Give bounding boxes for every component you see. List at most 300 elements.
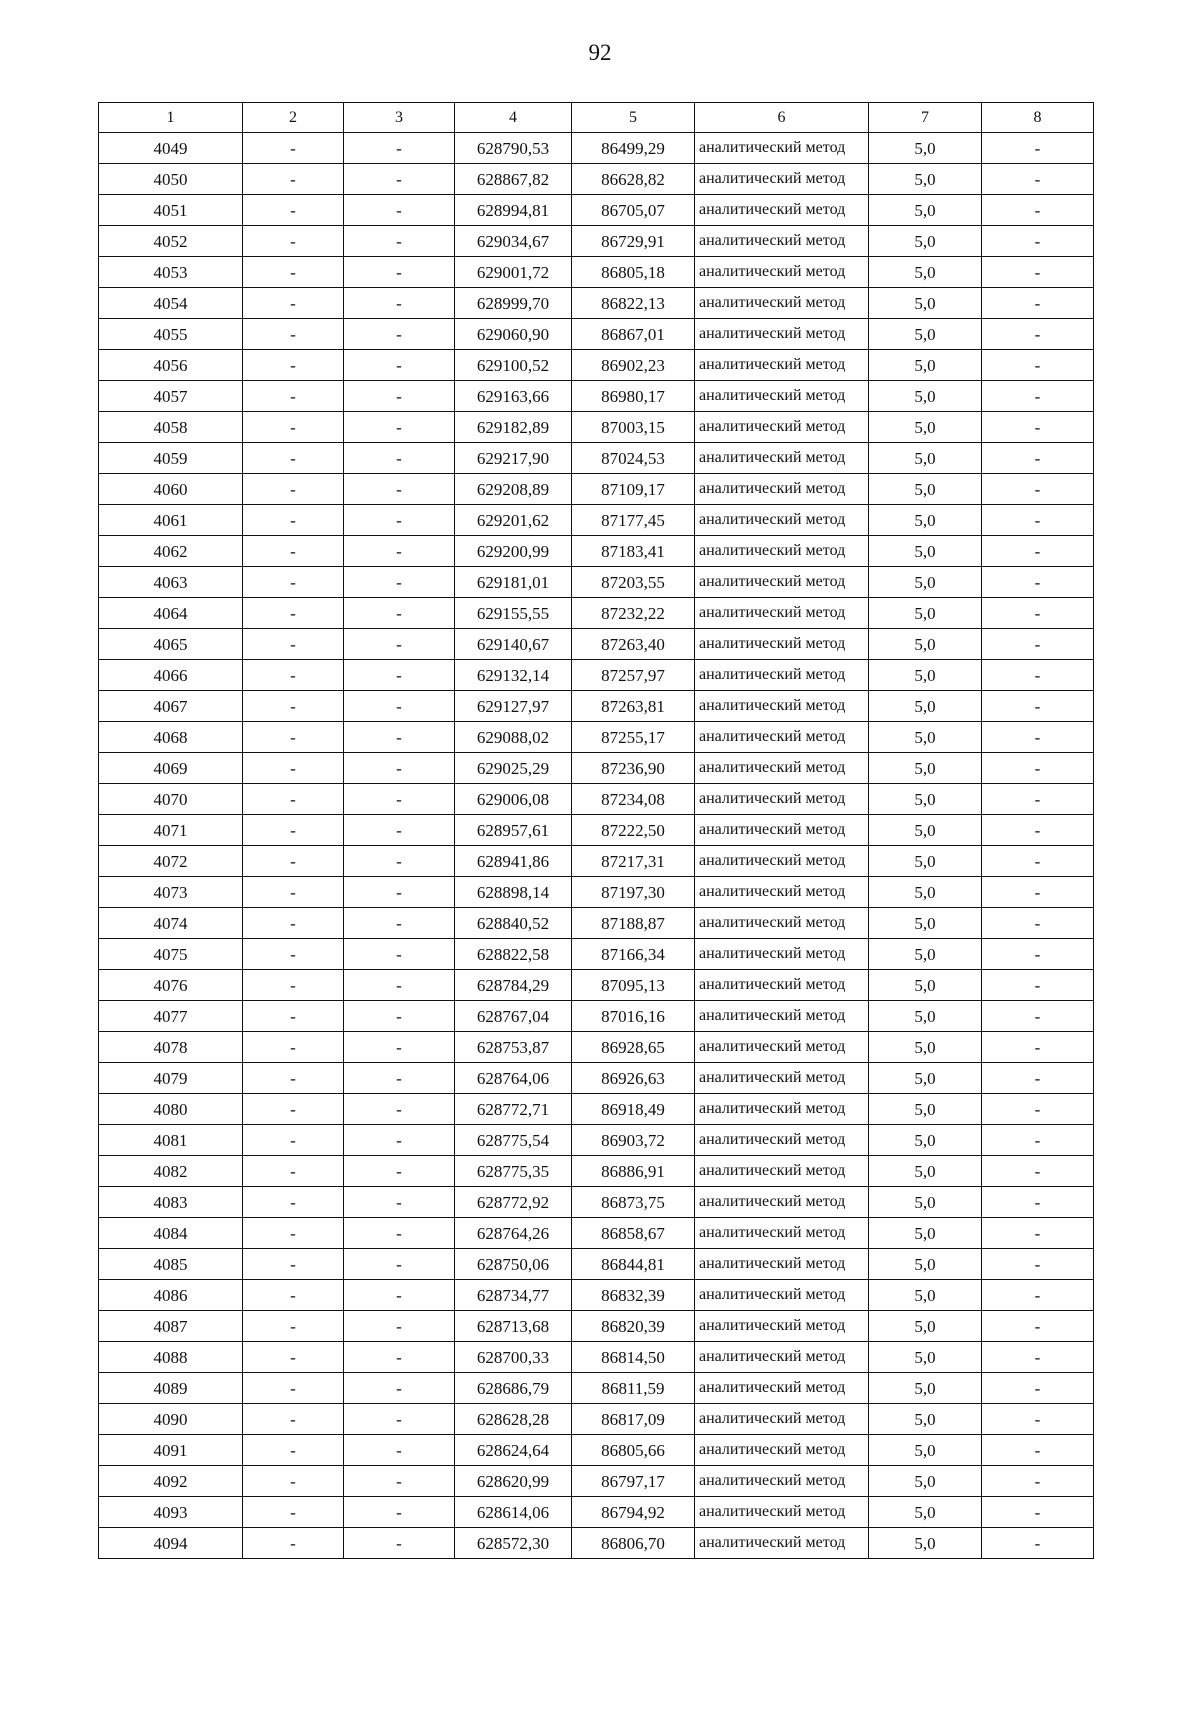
- table-row: [99, 939, 1094, 970]
- coord-y-cell: 87188,87: [572, 908, 695, 939]
- method-cell: аналитический метод: [695, 505, 869, 536]
- cell-col3-cell: -: [344, 970, 455, 1001]
- cell-col8-cell: -: [982, 1311, 1094, 1342]
- coord-x-cell: 629201,62: [455, 505, 572, 536]
- cell-col3-cell: -: [344, 1311, 455, 1342]
- accuracy-cell: 5,0: [869, 257, 982, 288]
- coord-x-cell: 628772,71: [455, 1094, 572, 1125]
- method-cell: аналитический метод: [695, 1373, 869, 1404]
- coord-y-cell: 86980,17: [572, 381, 695, 412]
- table-row: [99, 691, 1094, 722]
- cell-col2-cell: -: [243, 1311, 344, 1342]
- cell-col3-cell: -: [344, 660, 455, 691]
- method-cell: аналитический метод: [695, 939, 869, 970]
- point-number-cell: 4075: [99, 939, 243, 970]
- table-row: [99, 753, 1094, 784]
- method-cell: аналитический метод: [695, 1094, 869, 1125]
- coord-x-cell: 628734,77: [455, 1280, 572, 1311]
- coordinates-table: [98, 102, 1094, 1559]
- cell-col3-cell: -: [344, 195, 455, 226]
- point-number-cell: 4072: [99, 846, 243, 877]
- coord-x-cell: 629025,29: [455, 753, 572, 784]
- cell-col8-cell: -: [982, 660, 1094, 691]
- method-cell: аналитический метод: [695, 536, 869, 567]
- cell-col3-cell: -: [344, 505, 455, 536]
- accuracy-cell: 5,0: [869, 939, 982, 970]
- coord-y-cell: 86794,92: [572, 1497, 695, 1528]
- cell-col3-cell: -: [344, 1528, 455, 1559]
- cell-col2-cell: -: [243, 1497, 344, 1528]
- accuracy-cell: 5,0: [869, 1280, 982, 1311]
- method-cell: аналитический метод: [695, 1249, 869, 1280]
- accuracy-cell: 5,0: [869, 195, 982, 226]
- cell-col8-cell: -: [982, 846, 1094, 877]
- cell-col2-cell: -: [243, 1342, 344, 1373]
- table-row: [99, 1497, 1094, 1528]
- cell-col8-cell: -: [982, 815, 1094, 846]
- accuracy-cell: 5,0: [869, 598, 982, 629]
- cell-col3-cell: -: [344, 1156, 455, 1187]
- table-row: [99, 1218, 1094, 1249]
- cell-col8-cell: -: [982, 1001, 1094, 1032]
- coord-y-cell: 86805,18: [572, 257, 695, 288]
- table-row: [99, 505, 1094, 536]
- coord-x-cell: 629006,08: [455, 784, 572, 815]
- coord-y-cell: 86705,07: [572, 195, 695, 226]
- column-header-5: 5: [572, 103, 695, 133]
- point-number-cell: 4057: [99, 381, 243, 412]
- method-cell: аналитический метод: [695, 598, 869, 629]
- coord-x-cell: 629132,14: [455, 660, 572, 691]
- cell-col2-cell: -: [243, 195, 344, 226]
- cell-col8-cell: -: [982, 195, 1094, 226]
- cell-col2-cell: -: [243, 846, 344, 877]
- coord-y-cell: 87166,34: [572, 939, 695, 970]
- cell-col2-cell: -: [243, 1528, 344, 1559]
- cell-col3-cell: -: [344, 412, 455, 443]
- cell-col8-cell: -: [982, 536, 1094, 567]
- cell-col2-cell: -: [243, 877, 344, 908]
- coord-x-cell: 628572,30: [455, 1528, 572, 1559]
- cell-col2-cell: -: [243, 164, 344, 195]
- point-number-cell: 4087: [99, 1311, 243, 1342]
- cell-col8-cell: -: [982, 1125, 1094, 1156]
- method-cell: аналитический метод: [695, 1032, 869, 1063]
- cell-col3-cell: -: [344, 1249, 455, 1280]
- accuracy-cell: 5,0: [869, 1063, 982, 1094]
- coord-y-cell: 87263,81: [572, 691, 695, 722]
- coord-x-cell: 629181,01: [455, 567, 572, 598]
- cell-col3-cell: -: [344, 567, 455, 598]
- coord-x-cell: 629182,89: [455, 412, 572, 443]
- cell-col3-cell: -: [344, 133, 455, 164]
- coord-y-cell: 86820,39: [572, 1311, 695, 1342]
- coord-x-cell: 628775,35: [455, 1156, 572, 1187]
- table-row: [99, 443, 1094, 474]
- coord-y-cell: 87222,50: [572, 815, 695, 846]
- coord-x-cell: 628999,70: [455, 288, 572, 319]
- point-number-cell: 4060: [99, 474, 243, 505]
- coord-x-cell: 628686,79: [455, 1373, 572, 1404]
- point-number-cell: 4049: [99, 133, 243, 164]
- coord-y-cell: 86928,65: [572, 1032, 695, 1063]
- table-row: [99, 1094, 1094, 1125]
- cell-col8-cell: -: [982, 443, 1094, 474]
- cell-col3-cell: -: [344, 164, 455, 195]
- cell-col8-cell: -: [982, 877, 1094, 908]
- accuracy-cell: 5,0: [869, 691, 982, 722]
- cell-col8-cell: -: [982, 412, 1094, 443]
- method-cell: аналитический метод: [695, 846, 869, 877]
- coord-x-cell: 628614,06: [455, 1497, 572, 1528]
- cell-col8-cell: -: [982, 908, 1094, 939]
- cell-col3-cell: -: [344, 691, 455, 722]
- cell-col8-cell: -: [982, 1063, 1094, 1094]
- cell-col2-cell: -: [243, 753, 344, 784]
- cell-col2-cell: -: [243, 567, 344, 598]
- cell-col8-cell: -: [982, 1249, 1094, 1280]
- table-row: [99, 1125, 1094, 1156]
- method-cell: аналитический метод: [695, 226, 869, 257]
- method-cell: аналитический метод: [695, 319, 869, 350]
- coord-y-cell: 87177,45: [572, 505, 695, 536]
- coord-y-cell: 87016,16: [572, 1001, 695, 1032]
- column-header-4: 4: [455, 103, 572, 133]
- page-number: 92: [588, 40, 612, 65]
- point-number-cell: 4063: [99, 567, 243, 598]
- cell-col2-cell: -: [243, 1032, 344, 1063]
- method-cell: аналитический метод: [695, 1435, 869, 1466]
- method-cell: аналитический метод: [695, 1156, 869, 1187]
- cell-col2-cell: -: [243, 1001, 344, 1032]
- table-row: [99, 195, 1094, 226]
- coord-x-cell: 629034,67: [455, 226, 572, 257]
- cell-col2-cell: -: [243, 257, 344, 288]
- method-cell: аналитический метод: [695, 784, 869, 815]
- cell-col2-cell: -: [243, 443, 344, 474]
- point-number-cell: 4068: [99, 722, 243, 753]
- table-row: [99, 350, 1094, 381]
- accuracy-cell: 5,0: [869, 474, 982, 505]
- table-row: [99, 1528, 1094, 1559]
- method-cell: аналитический метод: [695, 474, 869, 505]
- table-row: [99, 846, 1094, 877]
- cell-col3-cell: -: [344, 1342, 455, 1373]
- point-number-cell: 4088: [99, 1342, 243, 1373]
- accuracy-cell: 5,0: [869, 1404, 982, 1435]
- coord-y-cell: 87257,97: [572, 660, 695, 691]
- cell-col8-cell: -: [982, 1466, 1094, 1497]
- coord-y-cell: 87109,17: [572, 474, 695, 505]
- accuracy-cell: 5,0: [869, 1249, 982, 1280]
- point-number-cell: 4071: [99, 815, 243, 846]
- coord-y-cell: 86832,39: [572, 1280, 695, 1311]
- table-row: [99, 1001, 1094, 1032]
- accuracy-cell: 5,0: [869, 226, 982, 257]
- method-cell: аналитический метод: [695, 1404, 869, 1435]
- point-number-cell: 4055: [99, 319, 243, 350]
- column-header-7: 7: [869, 103, 982, 133]
- cell-col3-cell: -: [344, 536, 455, 567]
- cell-col2-cell: -: [243, 908, 344, 939]
- accuracy-cell: 5,0: [869, 1373, 982, 1404]
- point-number-cell: 4084: [99, 1218, 243, 1249]
- coord-x-cell: 628957,61: [455, 815, 572, 846]
- method-cell: аналитический метод: [695, 877, 869, 908]
- point-number-cell: 4066: [99, 660, 243, 691]
- method-cell: аналитический метод: [695, 660, 869, 691]
- table-row: [99, 1466, 1094, 1497]
- cell-col3-cell: -: [344, 1373, 455, 1404]
- point-number-cell: 4065: [99, 629, 243, 660]
- coord-x-cell: 628764,06: [455, 1063, 572, 1094]
- point-number-cell: 4076: [99, 970, 243, 1001]
- cell-col8-cell: -: [982, 784, 1094, 815]
- point-number-cell: 4090: [99, 1404, 243, 1435]
- coord-x-cell: 629208,89: [455, 474, 572, 505]
- method-cell: аналитический метод: [695, 1342, 869, 1373]
- coord-x-cell: 628624,64: [455, 1435, 572, 1466]
- method-cell: аналитический метод: [695, 257, 869, 288]
- cell-col8-cell: -: [982, 598, 1094, 629]
- cell-col3-cell: -: [344, 1187, 455, 1218]
- cell-col8-cell: -: [982, 1280, 1094, 1311]
- cell-col2-cell: -: [243, 350, 344, 381]
- cell-col3-cell: -: [344, 1094, 455, 1125]
- cell-col8-cell: -: [982, 722, 1094, 753]
- accuracy-cell: 5,0: [869, 536, 982, 567]
- coord-y-cell: 86729,91: [572, 226, 695, 257]
- cell-col2-cell: -: [243, 1435, 344, 1466]
- point-number-cell: 4080: [99, 1094, 243, 1125]
- accuracy-cell: 5,0: [869, 567, 982, 598]
- column-header-1: 1: [99, 103, 243, 133]
- cell-col8-cell: -: [982, 226, 1094, 257]
- cell-col3-cell: -: [344, 1218, 455, 1249]
- cell-col8-cell: -: [982, 133, 1094, 164]
- method-cell: аналитический метод: [695, 753, 869, 784]
- cell-col2-cell: -: [243, 939, 344, 970]
- table-row: [99, 1032, 1094, 1063]
- accuracy-cell: 5,0: [869, 1218, 982, 1249]
- cell-col8-cell: -: [982, 691, 1094, 722]
- coord-y-cell: 87003,15: [572, 412, 695, 443]
- coord-y-cell: 86822,13: [572, 288, 695, 319]
- point-number-cell: 4089: [99, 1373, 243, 1404]
- cell-col3-cell: -: [344, 1032, 455, 1063]
- coord-x-cell: 628840,52: [455, 908, 572, 939]
- coord-y-cell: 86797,17: [572, 1466, 695, 1497]
- point-number-cell: 4059: [99, 443, 243, 474]
- table-row: [99, 1187, 1094, 1218]
- method-cell: аналитический метод: [695, 164, 869, 195]
- cell-col2-cell: -: [243, 1125, 344, 1156]
- point-number-cell: 4092: [99, 1466, 243, 1497]
- coord-y-cell: 87197,30: [572, 877, 695, 908]
- table-row: [99, 1404, 1094, 1435]
- cell-col2-cell: -: [243, 536, 344, 567]
- point-number-cell: 4091: [99, 1435, 243, 1466]
- method-cell: аналитический метод: [695, 1001, 869, 1032]
- accuracy-cell: 5,0: [869, 133, 982, 164]
- method-cell: аналитический метод: [695, 1187, 869, 1218]
- cell-col8-cell: -: [982, 164, 1094, 195]
- cell-col3-cell: -: [344, 598, 455, 629]
- cell-col2-cell: -: [243, 1187, 344, 1218]
- coord-x-cell: 629217,90: [455, 443, 572, 474]
- coord-y-cell: 86858,67: [572, 1218, 695, 1249]
- coord-y-cell: 86873,75: [572, 1187, 695, 1218]
- table-row: [99, 722, 1094, 753]
- cell-col8-cell: -: [982, 1094, 1094, 1125]
- accuracy-cell: 5,0: [869, 350, 982, 381]
- cell-col8-cell: -: [982, 753, 1094, 784]
- column-header-2: 2: [243, 103, 344, 133]
- method-cell: аналитический метод: [695, 629, 869, 660]
- point-number-cell: 4062: [99, 536, 243, 567]
- cell-col2-cell: -: [243, 288, 344, 319]
- table-row: [99, 567, 1094, 598]
- cell-col3-cell: -: [344, 877, 455, 908]
- cell-col2-cell: -: [243, 1094, 344, 1125]
- cell-col8-cell: -: [982, 970, 1094, 1001]
- accuracy-cell: 5,0: [869, 1187, 982, 1218]
- accuracy-cell: 5,0: [869, 1466, 982, 1497]
- cell-col3-cell: -: [344, 629, 455, 660]
- method-cell: аналитический метод: [695, 815, 869, 846]
- cell-col2-cell: -: [243, 1373, 344, 1404]
- cell-col3-cell: -: [344, 753, 455, 784]
- method-cell: аналитический метод: [695, 381, 869, 412]
- table-row: [99, 1063, 1094, 1094]
- table-row: [99, 381, 1094, 412]
- cell-col3-cell: -: [344, 381, 455, 412]
- coord-y-cell: 87232,22: [572, 598, 695, 629]
- coord-x-cell: 628867,82: [455, 164, 572, 195]
- method-cell: аналитический метод: [695, 350, 869, 381]
- table-row: [99, 1280, 1094, 1311]
- point-number-cell: 4082: [99, 1156, 243, 1187]
- cell-col2-cell: -: [243, 133, 344, 164]
- coord-y-cell: 86805,66: [572, 1435, 695, 1466]
- point-number-cell: 4053: [99, 257, 243, 288]
- table-row: [99, 1373, 1094, 1404]
- coord-y-cell: 87263,40: [572, 629, 695, 660]
- accuracy-cell: 5,0: [869, 1156, 982, 1187]
- method-cell: аналитический метод: [695, 1125, 869, 1156]
- accuracy-cell: 5,0: [869, 1435, 982, 1466]
- coord-y-cell: 86628,82: [572, 164, 695, 195]
- point-number-cell: 4078: [99, 1032, 243, 1063]
- cell-col8-cell: -: [982, 1218, 1094, 1249]
- cell-col2-cell: -: [243, 1404, 344, 1435]
- point-number-cell: 4067: [99, 691, 243, 722]
- coord-x-cell: 628750,06: [455, 1249, 572, 1280]
- accuracy-cell: 5,0: [869, 1032, 982, 1063]
- cell-col3-cell: -: [344, 784, 455, 815]
- coord-x-cell: 628700,33: [455, 1342, 572, 1373]
- point-number-cell: 4079: [99, 1063, 243, 1094]
- cell-col2-cell: -: [243, 474, 344, 505]
- cell-col3-cell: -: [344, 722, 455, 753]
- table-row: [99, 877, 1094, 908]
- coord-x-cell: 629127,97: [455, 691, 572, 722]
- point-number-cell: 4051: [99, 195, 243, 226]
- accuracy-cell: 5,0: [869, 846, 982, 877]
- accuracy-cell: 5,0: [869, 629, 982, 660]
- point-number-cell: 4074: [99, 908, 243, 939]
- column-header-6: 6: [695, 103, 869, 133]
- cell-col3-cell: -: [344, 257, 455, 288]
- cell-col2-cell: -: [243, 691, 344, 722]
- method-cell: аналитический метод: [695, 1063, 869, 1094]
- accuracy-cell: 5,0: [869, 443, 982, 474]
- cell-col3-cell: -: [344, 1280, 455, 1311]
- method-cell: аналитический метод: [695, 908, 869, 939]
- coord-y-cell: 86814,50: [572, 1342, 695, 1373]
- cell-col2-cell: -: [243, 1156, 344, 1187]
- cell-col2-cell: -: [243, 815, 344, 846]
- table-row: [99, 1435, 1094, 1466]
- table-row: [99, 133, 1094, 164]
- method-cell: аналитический метод: [695, 288, 869, 319]
- accuracy-cell: 5,0: [869, 164, 982, 195]
- cell-col3-cell: -: [344, 288, 455, 319]
- coord-y-cell: 87024,53: [572, 443, 695, 474]
- coord-x-cell: 629163,66: [455, 381, 572, 412]
- cell-col8-cell: -: [982, 1435, 1094, 1466]
- coord-x-cell: 628628,28: [455, 1404, 572, 1435]
- cell-col8-cell: -: [982, 474, 1094, 505]
- cell-col3-cell: -: [344, 226, 455, 257]
- cell-col3-cell: -: [344, 908, 455, 939]
- point-number-cell: 4094: [99, 1528, 243, 1559]
- cell-col3-cell: -: [344, 319, 455, 350]
- accuracy-cell: 5,0: [869, 784, 982, 815]
- coord-y-cell: 86499,29: [572, 133, 695, 164]
- coord-y-cell: 86806,70: [572, 1528, 695, 1559]
- coord-y-cell: 87255,17: [572, 722, 695, 753]
- table-body: [99, 133, 1094, 1559]
- point-number-cell: 4073: [99, 877, 243, 908]
- accuracy-cell: 5,0: [869, 1094, 982, 1125]
- cell-col2-cell: -: [243, 226, 344, 257]
- coord-y-cell: 87217,31: [572, 846, 695, 877]
- coord-x-cell: 628775,54: [455, 1125, 572, 1156]
- table-row: [99, 1249, 1094, 1280]
- point-number-cell: 4064: [99, 598, 243, 629]
- method-cell: аналитический метод: [695, 1218, 869, 1249]
- accuracy-cell: 5,0: [869, 753, 982, 784]
- cell-col3-cell: -: [344, 1497, 455, 1528]
- cell-col2-cell: -: [243, 970, 344, 1001]
- point-number-cell: 4070: [99, 784, 243, 815]
- point-number-cell: 4052: [99, 226, 243, 257]
- cell-col2-cell: -: [243, 1280, 344, 1311]
- table-row: [99, 970, 1094, 1001]
- coord-x-cell: 628822,58: [455, 939, 572, 970]
- coord-y-cell: 86903,72: [572, 1125, 695, 1156]
- coord-x-cell: 628772,92: [455, 1187, 572, 1218]
- accuracy-cell: 5,0: [869, 381, 982, 412]
- coord-y-cell: 87203,55: [572, 567, 695, 598]
- table-row: [99, 1156, 1094, 1187]
- cell-col3-cell: -: [344, 1125, 455, 1156]
- coord-x-cell: 629155,55: [455, 598, 572, 629]
- cell-col8-cell: -: [982, 1404, 1094, 1435]
- cell-col2-cell: -: [243, 1063, 344, 1094]
- cell-col2-cell: -: [243, 412, 344, 443]
